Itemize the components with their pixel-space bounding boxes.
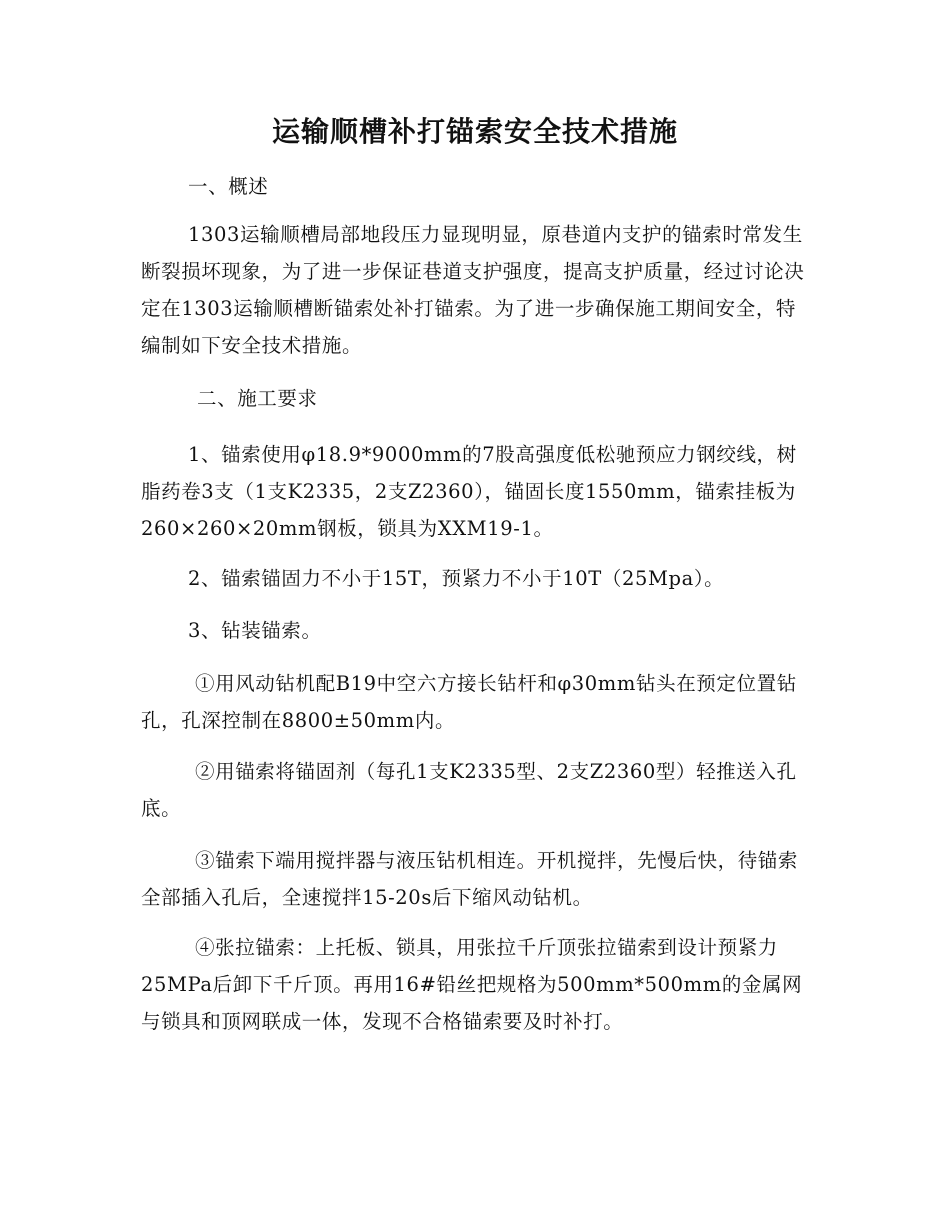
requirement-item-3: 3、钻装锚索。: [188, 619, 322, 642]
step-2-paragraph: ②用锚索将锚固剂（每孔1支K2335型、2支Z2360型）轻推送入孔底。: [141, 760, 797, 820]
step-3-paragraph: ③锚索下端用搅拌器与液压钻机相连。开机搅拌，先慢后快，待锚索全部插入孔后，全速搅拌15-20s后下缩风动钻机。: [141, 849, 799, 909]
requirement-item-2: 2、锚索锚固力不小于15T，预紧力不小于10T（25Mpa）。: [188, 567, 725, 590]
step-1-paragraph: ①用风动钻机配B19中空六方接长钻杆和φ30mm钻头在预定位置钻孔，孔深控制在8800±50mm内。: [141, 672, 797, 732]
overview-paragraph: 1303运输顺槽局部地段压力显现明显，原巷道内支护的锚索时常发生断裂损坏现象，为了进一步保证巷道支护强度，提高支护质量，经过讨论决定在1303运输顺槽断锚索处补打锚索。为了进一步确保施工期间安全，特编制如下安全技术措施。: [141, 223, 805, 357]
section-heading-overview: 一、概述: [188, 175, 269, 198]
document-title: 运输顺槽补打锚索安全技术措施: [271, 115, 678, 148]
step-4-paragraph: ④张拉锚索：上托板、锁具，用张拉千斤顶张拉锚索到设计预紧力25MPa后卸下千斤顶。再用16#铅丝把规格为500mm*500mm的金属网与锁具和顶网联成一体，发现不合格锚索要及时补打。: [141, 936, 803, 1033]
requirement-item-1: 1、锚索使用φ18.9*9000mm的7股高强度低松驰预应力钢绞线，树脂药卷3支（1支K2335，2支Z2360），锚固长度1550mm，锚索挂板为260×260×20mm钢板，锁具为XXM19-1。: [141, 443, 797, 540]
section-heading-requirements: 二、施工要求: [197, 387, 318, 410]
